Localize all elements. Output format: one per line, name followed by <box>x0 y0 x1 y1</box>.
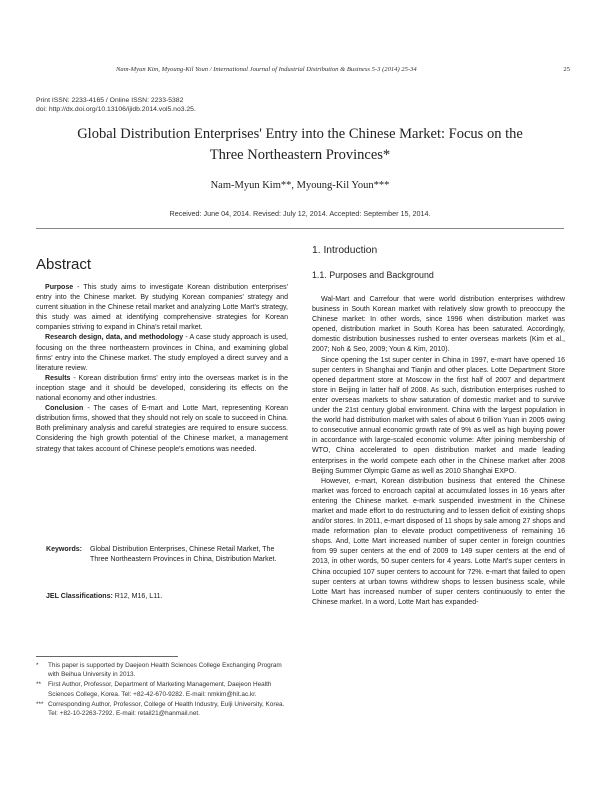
abstract-paragraph <box>36 374 288 404</box>
footnote-text: First Author, Professor, Department of Marketing Management, Daejeon Health Sciences College, Korea. Tel: +82-42-670-9282. E-mail: nmkim@hit.ac.kr. <box>48 681 272 698</box>
footnote-mark: * <box>36 662 39 669</box>
page-number: 25 <box>563 66 570 73</box>
abstract-label: Purpose <box>45 284 74 291</box>
abstract-text: - A case study approach is used, focusing on the three northeastern provinces in China, and examining global firms' entry into the Chinese market. The study employed a direct survey and a literature review. <box>36 334 288 372</box>
footnote-text: This paper is supported by Daejeon Health Sciences College Exchanging Program with Beihua University in 2013. <box>48 662 282 679</box>
paper-title <box>36 124 564 166</box>
abstract-body <box>36 283 288 455</box>
abstract-paragraph <box>36 333 288 373</box>
authors: Nam-Myun Kim**, Myoung-Kil Youn*** <box>210 180 390 191</box>
abstract-label: Results <box>45 374 71 382</box>
received-dates: Received: June 04, 2014. Revised: July 12, 2014. Accepted: September 15, 2014. <box>169 209 431 218</box>
body-paragraph: Since opening the 1st super center in China in 1997, e-mart have opened 16 super centers in Shanghai and Tianjin and other places. Lotte Department Store opened department store at Moscow in the first half of 2007 and department store in Beijing in latter half of 2008. As such, distribution enterprises rushed to enter overseas markets to show saturation of domestic market and to survive under the 21st century global environment. China with the largest population in the world had distribution market with sales of about 6 trillion Yuan in 2005 owing to consecutive annual economic growth rate of 9% as well as high buying power in accordance with large-scaled economic volume: After joining membership of WTO, China accelerated to open distribution market and made leading enterprises in the world compete each other in the Chinese market after 2008 Beijing Summer Olympic Game as well as 2010 Shanghai EXPO. <box>312 356 565 475</box>
issn-block <box>36 96 196 114</box>
footnote-text: Corresponding Author, Professor, College of Health Industry, Eulji University, Korea. Tel: +82-10-2263-7292. E-mail: retail21@hanmail.net. <box>48 700 285 718</box>
abstract-paragraph <box>36 283 288 333</box>
jel-block <box>46 593 162 600</box>
abstract-text: - This study aims to investigate Korean distribution enterprises' entry into the Chinese market. By studying Korean companies' strategy and current situation in the Chinese retail market and analyzing Lotte Mart's strategy, this study was aimed at identifying comprehensive strategies for Korean companies striving to expand in China's retail market. <box>36 284 288 332</box>
body-paragraph: Wal-Mart and Carrefour that were world distribution enterprises withdrew business in South Korean market with relatively slow growth to preoccupy the Chinese market: In other words, since 1996 when distribution market was opened, distribution market in South Korea has been saturated. Accordingly, domestic distribution businesses rushed to enter overseas markets (Kim et al., 2007; Noh & Seo, 2009; Youn & Kim, 2010). <box>312 296 565 354</box>
keywords-text: Global Distribution Enterprises, Chinese Retail Market, The Three Northeastern Provinces in China, Distribution Market. <box>90 546 277 564</box>
footnote <box>36 680 290 698</box>
introduction-body <box>312 295 565 608</box>
keywords-label: Keywords: <box>46 546 83 553</box>
footnotes <box>36 661 290 719</box>
footnote-mark: ** <box>36 681 41 689</box>
footnote-divider <box>36 656 178 657</box>
issn-line: Print ISSN: 2233-4165 / Online ISSN: 2233-5382 <box>36 97 184 104</box>
doi-line: doi: http://dx.doi.org/10.13106/ijidb.2014.vol5.no3.25. <box>36 106 196 113</box>
abstract-text: - The cases of E-mart and Lotte Mart, representing Korean distribution firms, showed that they should not rely on scale to succeed in China. Both preliminary analysis and careful strategies are required to ensure success. Considering the high growth potential of the Chinese market, a management strategy that takes account of Chinese people's emotions was needed. <box>36 405 288 453</box>
subsection-heading: 1.1. Purposes and Background <box>312 270 434 280</box>
body-paragraph: However, e-mart, Korean distribution business that entered the Chinese market was forced to encroach capital at accumulated losses in 16 years after entering the Chinese market. e-mark suspended investment in the Chinese market and made effort to do restructuring and to lessen deficit of existing shops and/or stores. In 2011, e-mart disposed of 11 shops by sale among 27 shops and made reformation plan to elevate product competitiveness of remaining 16 shops. And, Lotte Mart increased number of super center in foreign countries from 99 super centers at the end of 2009 to 149 super centers at the end of 2013, in other words, 50 super centers for 4 years. Lotte Mart's super centers in China occupied 107 super centers to account for 72%. e-mart that failed to open super centers at urban towns withdrew shops to lessen business scale, while Lotte Mart has increased number of super centers continuously to enter the Chinese market. In a word, Lotte Mart has expanded- <box>312 477 565 606</box>
keywords-block <box>46 545 290 565</box>
header-divider <box>36 228 564 229</box>
title-line-1: Global Distribution Enterprises' Entry into the Chinese Market: Focus on the <box>77 126 523 142</box>
abstract-heading: Abstract <box>36 256 92 273</box>
footnote <box>36 700 290 718</box>
footnote-mark: *** <box>36 700 44 708</box>
jel-label: JEL Classifications: <box>46 593 113 600</box>
abstract-label: Conclusion <box>45 405 84 413</box>
title-line-2: Three Northeastern Provinces* <box>209 147 391 163</box>
abstract-label: Research design, data, and methodology <box>45 334 184 342</box>
section-heading-introduction: 1. Introduction <box>312 245 378 256</box>
running-head-text: Nam-Myun Kim, Myoung-Kil Youn / International Journal of Industrial Distribution & Business 5-3 (2014) 25-34 <box>116 66 417 73</box>
footnote <box>36 661 290 679</box>
abstract-paragraph <box>36 404 288 454</box>
abstract-text: - Korean distribution firms' entry into the overseas market is in the inception stage and it should be developed, considering its effects on the national economy and other industries. <box>36 374 288 403</box>
jel-codes: R12, M16, L11. <box>112 593 163 600</box>
